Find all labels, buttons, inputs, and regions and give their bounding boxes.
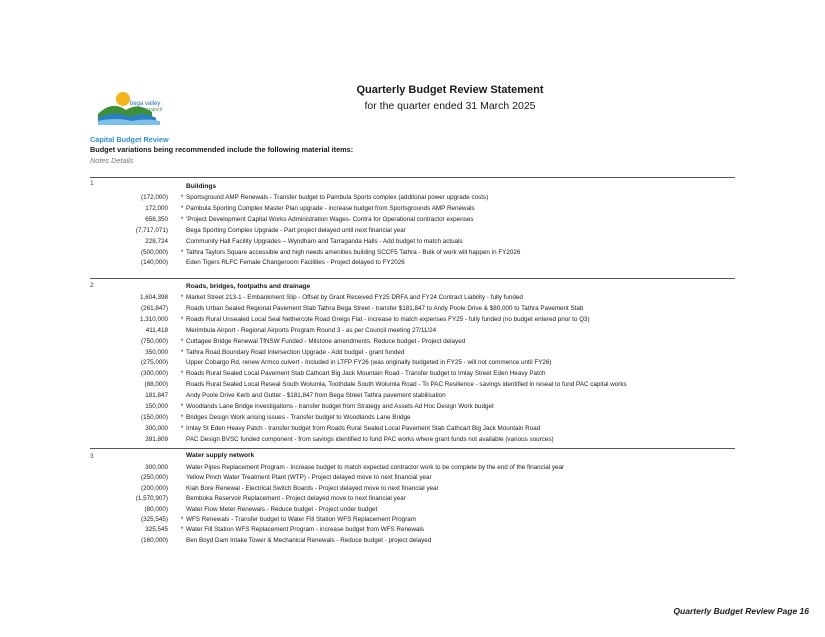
- material-marker: *: [180, 337, 184, 345]
- item-description: Andy Poole Drive Kerb and Gutter - $181,847 from Bega Street Tathra pavement stabilisation: [186, 392, 446, 400]
- amount: (500,000): [141, 248, 168, 256]
- item-description: Roads Urban Sealed Regional Pavement Stab Tathra Bega Street - transfer $181,847 to Andy Poole Drive & $80,000 to Tathra Pavement Stab: [186, 304, 584, 312]
- table-row: [90, 464, 735, 474]
- svg-text:bega valley: bega valley: [130, 101, 161, 107]
- item-description: Yellow Pinch Water Treatment Plant (WTP) - Project delayed move to next financial year: [186, 474, 432, 482]
- table-row: [90, 436, 735, 446]
- material-marker: *: [180, 194, 184, 201]
- item-description: Bega Sporting Complex Upgrade - Part project delayed until next financial year: [186, 226, 406, 234]
- table-row: [90, 381, 735, 391]
- table-row: [90, 205, 735, 215]
- columns-label: Notes Details: [90, 156, 134, 165]
- report-title: Quarterly Budget Review Statement: [356, 84, 544, 96]
- table-row: [90, 474, 735, 484]
- section-title: Water supply network: [186, 452, 255, 459]
- material-marker: *: [180, 248, 184, 256]
- table-row: [90, 249, 735, 259]
- amount: (250,000): [141, 474, 168, 482]
- amount: 172,000: [145, 204, 168, 212]
- intro-text: Budget variations being recommended include the following material items:: [90, 145, 354, 154]
- amount: (140,000): [141, 259, 168, 267]
- council-logo: [96, 90, 166, 128]
- table-row: [90, 316, 735, 326]
- table-row: [90, 370, 735, 380]
- table-row: [90, 349, 735, 359]
- table-row: [90, 526, 735, 536]
- material-marker: *: [180, 424, 184, 432]
- material-marker: *: [180, 413, 184, 421]
- amount: 150,000: [145, 403, 168, 410]
- item-description: Roads Rural Sealed Local Reseal South Wolumla, Toothdale South Wolumla Road - To PAC Resilience - savings identified in reseal to fund PAC capital works: [186, 381, 627, 389]
- amount: (750,000): [141, 337, 168, 345]
- material-marker: *: [180, 315, 184, 323]
- item-description: Upper Cobargo Rd, renew Armco culvert - Included in LTFP FY26 (was originally budgeted in FY25 - will not commence until FY26): [186, 359, 552, 367]
- material-marker: *: [180, 294, 184, 301]
- material-marker: *: [180, 348, 184, 356]
- material-marker: *: [180, 370, 184, 378]
- amount: (200,000): [141, 484, 168, 492]
- amount: (1,570,907): [135, 495, 168, 503]
- item-description: Kiah Bore Renewal - Electrical Switch Boards - Project delayed move to next financial year: [186, 484, 439, 492]
- material-marker: *: [180, 215, 184, 223]
- item-description: 'Project Development Capital Works Administration Wages- Contra for Operational contractor expenses: [186, 215, 474, 223]
- report-subtitle: for the quarter ended 31 March 2025: [364, 100, 536, 112]
- item-description: Bridges Design Work arising issues - Transfer budget to Woodlands Lane Bridge: [186, 413, 411, 421]
- table-row: [90, 516, 735, 526]
- amount: (7,717,071): [135, 226, 168, 234]
- item-description: PAC Design BVSC funded component - from savings identified to fund PAC works where grant funds not available (various sources): [186, 435, 554, 443]
- amount: 181,847: [145, 392, 168, 400]
- amount: 300,000: [145, 464, 168, 471]
- table-row: [90, 294, 735, 304]
- section-number: 3: [90, 453, 94, 460]
- table-row: [90, 537, 735, 547]
- amount: (300,000): [141, 370, 168, 378]
- material-marker: *: [180, 204, 184, 212]
- amount: (150,000): [141, 413, 168, 421]
- section-number: 2: [90, 282, 94, 289]
- item-description: Cuttagee Bridge Renewal TfNSW Funded - Milstone amendments. Reduce budget - Project delayed: [186, 337, 466, 345]
- amount: 300,000: [145, 424, 168, 432]
- divider: [90, 177, 735, 178]
- amount: 325,545: [145, 526, 168, 534]
- amount: 1,310,000: [139, 315, 168, 323]
- item-description: Roads Rural Sealed Local Pavement Stab Cathcart Big Jack Mountain Road - Transfer budget to Imlay Street Eden Heavy Patch: [186, 370, 546, 378]
- item-description: Merimbula Airport - Regional Airports Program Round 3 - as per Council meeting 27/11/24: [186, 326, 437, 334]
- amount: (275,000): [141, 359, 168, 367]
- table-row: [90, 216, 735, 226]
- material-marker: *: [180, 516, 184, 523]
- amount: (172,000): [141, 194, 168, 201]
- item-description: Bemboka Reservoir Replacement - Project delayed move to next financial year: [186, 495, 406, 503]
- table-row: [90, 392, 735, 402]
- table-row: [90, 194, 735, 204]
- item-description: Ben Boyd Dam Intake Tower & Mechanical Renewals - Reduce budget - project delayed: [186, 536, 432, 544]
- section-number: 1: [90, 180, 94, 187]
- table-row: [90, 238, 735, 248]
- table-row: [90, 506, 735, 516]
- table-row: [90, 495, 735, 505]
- table-row: [90, 327, 735, 337]
- table-row: [90, 359, 735, 369]
- item-description: WFS Renewals - Transfer budget to Water Fill Station WFS Replacement Program: [186, 516, 417, 523]
- amount: (261,847): [141, 304, 168, 312]
- material-marker: *: [180, 403, 184, 410]
- divider: [90, 278, 735, 279]
- table-row: [90, 305, 735, 315]
- amount: (325,545): [141, 516, 168, 523]
- table-row: [90, 403, 735, 413]
- section-heading: Capital Budget Review: [90, 135, 169, 144]
- item-description: Water Fill Station WFS Replacement Program - increase budget from WFS Renewals: [186, 526, 425, 534]
- item-description: Market Street 213-1 - Embankment Slip - Offset by Grant Received FY25 DRFA and FY24 Contract Liability - fully funded: [186, 294, 523, 301]
- item-description: Tathra Road Boundary Road Intersection Upgrade - Add budget - grant funded: [186, 348, 405, 356]
- svg-text:shire council: shire council: [134, 107, 162, 113]
- item-description: Eden Tigers RLFC Female Changeroom Facilities - Project delayed to FY2026: [186, 259, 405, 267]
- table-row: [90, 425, 735, 435]
- section-title: Roads, bridges, footpaths and drainage: [186, 283, 311, 290]
- divider: [90, 448, 735, 449]
- table-row: [90, 259, 735, 269]
- item-description: Tathra Taylors Square accessible and high needs amenities building SCCF5 Tathra - Bulk of work will happen in FY2026: [186, 248, 521, 256]
- amount: (88,000): [144, 381, 168, 389]
- item-description: Water Pipes Replacement Program - Increase budget to match expected contractor work to be complete by the end of the financial year: [186, 464, 565, 471]
- amount: 411,418: [145, 326, 168, 334]
- item-description: Imlay St Eden Heavy Patch - transfer budget from Roads Rural Sealed Local Pavement Stab Cathcart Big Jack Mountain Road: [186, 424, 541, 432]
- amount: 658,350: [145, 215, 168, 223]
- item-description: Pambula Sporting Complex Master Plan upgrade - increase budget from Sportsgrounds AMP Renewals: [186, 204, 475, 212]
- amount: 1,604,398: [139, 294, 168, 301]
- table-row: [90, 414, 735, 424]
- table-row: [90, 227, 735, 237]
- table-row: [90, 338, 735, 348]
- amount: (80,000): [144, 505, 168, 513]
- amount: 350,000: [145, 348, 168, 356]
- page-footer: Quarterly Budget Review Page 16: [673, 606, 809, 616]
- material-marker: *: [180, 526, 184, 534]
- item-description: Sportsground AMP Renewals - Transfer budget to Pambula Sports complex (additonal power upgrade costs): [186, 194, 489, 201]
- item-description: Community Hall Facility Upgrades – Wyndham and Tarraganda Halls - Add budget to match actuals: [186, 237, 463, 245]
- amount: (160,000): [141, 536, 168, 544]
- item-description: Woodlands Lane Bridge investigations - transfer budget from Strategy and Assets Ad Hoc Design Work budget: [186, 403, 494, 410]
- amount: 391,809: [145, 435, 168, 443]
- amount: 228,724: [145, 237, 168, 245]
- table-row: [90, 485, 735, 495]
- item-description: Water Flow Meter Renewals - Reduce budget - Project under budget: [186, 505, 378, 513]
- section-title: Buildings: [186, 183, 217, 190]
- item-description: Roads Rural Unsealed Local Seal Nethercote Road Greigs Flat - increase to match expenses FY25 - fully funded (no budget entered prior to Q3): [186, 315, 590, 323]
